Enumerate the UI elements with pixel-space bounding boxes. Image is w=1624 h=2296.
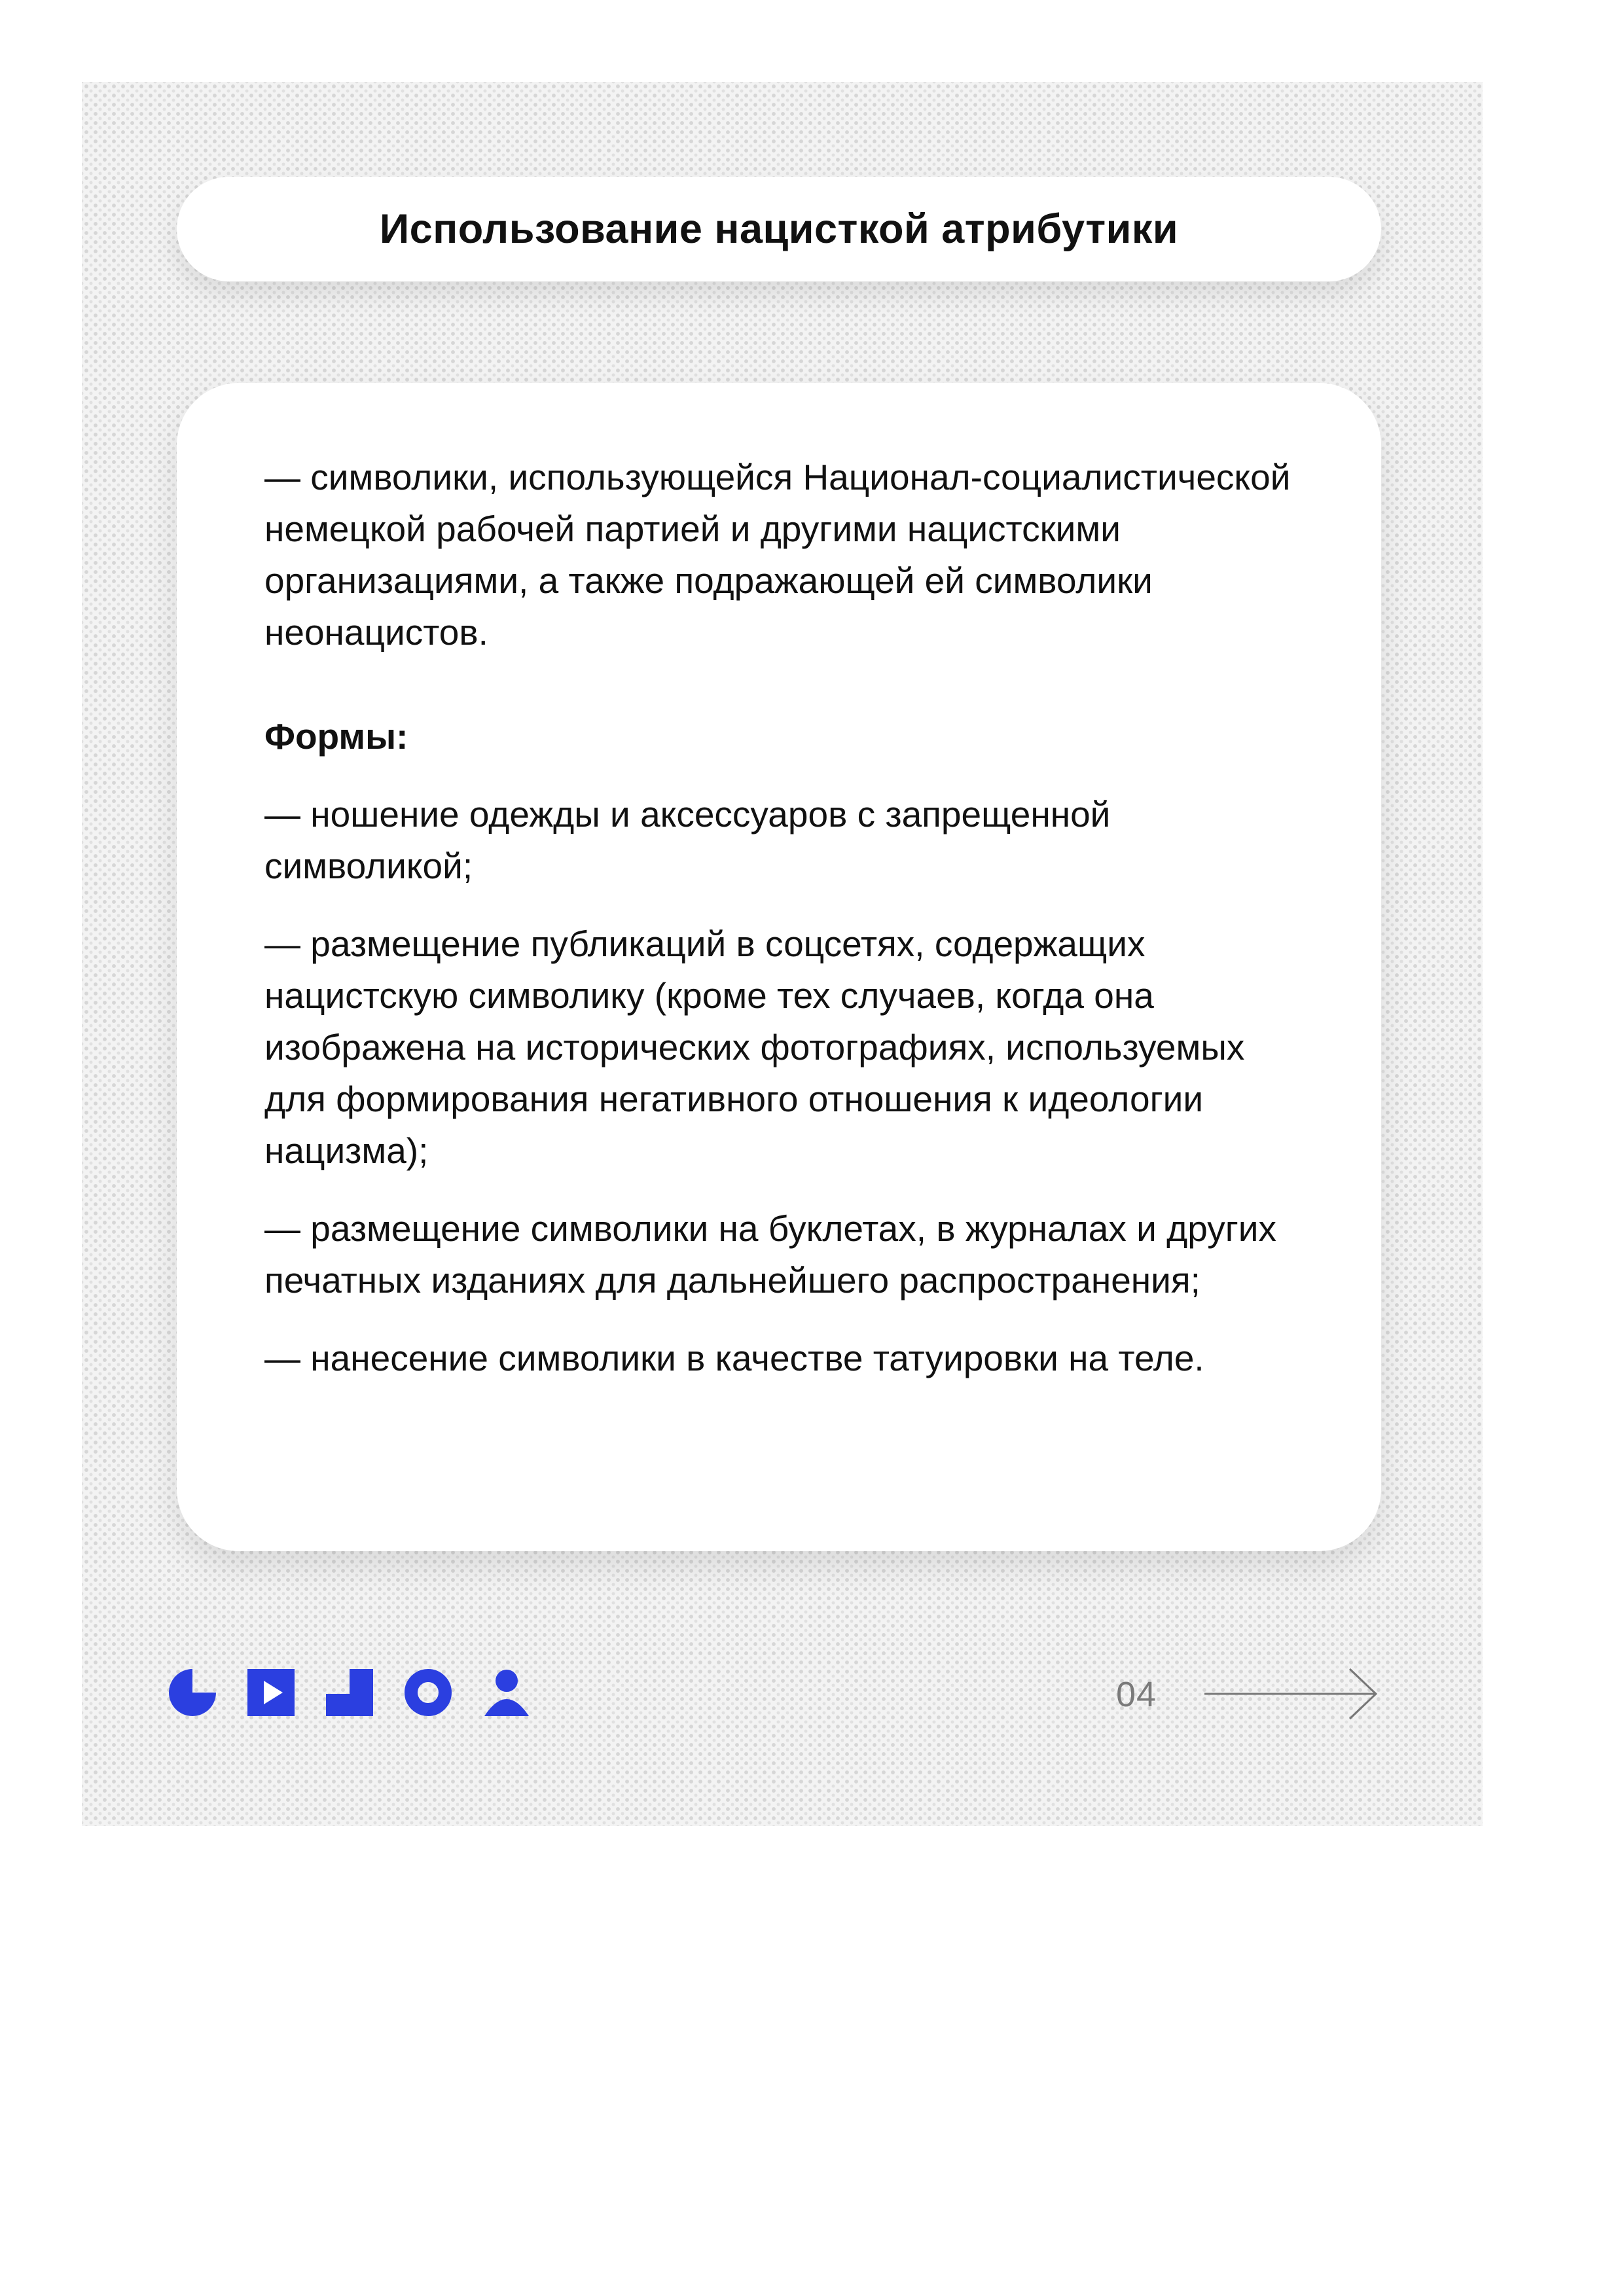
play-square-icon (246, 1668, 296, 1717)
form-item: — размещение символики на буклетах, в журналах и других печатных изданиях для дальнейшего распространения; (264, 1208, 1276, 1300)
page-number: 04 (1116, 1675, 1157, 1714)
page-title: Использование нацисткой атрибутики (379, 206, 1179, 252)
footer-logo-icons (168, 1668, 560, 1717)
title-card (177, 177, 1381, 281)
forms-heading: Формы: (264, 716, 408, 757)
content-card (177, 383, 1381, 1551)
arrow-right-icon[interactable] (1204, 1668, 1379, 1720)
ring-icon (403, 1668, 453, 1717)
form-item: — нанесение символики в качестве татуировки на теле. (264, 1338, 1204, 1378)
person-icon (482, 1668, 532, 1717)
pie-shape-icon (168, 1668, 217, 1717)
intro-paragraph: — символики, использующейся Национал-социалистической немецкой рабочей партией и другими нацистскими организациями, а также подражающей ей символики неонацистов. (264, 457, 1291, 653)
form-item: — ношение одежды и аксессуаров с запрещенной символикой; (264, 794, 1111, 886)
stairs-icon (325, 1668, 374, 1717)
form-item: — размещение публикаций в соцсетях, содержащих нацистскую символику (кроме тех случаев, когда она изображена на исторических фотографиях, используемых для формирования негативного отношения к идеологии нацизма); (264, 924, 1245, 1171)
